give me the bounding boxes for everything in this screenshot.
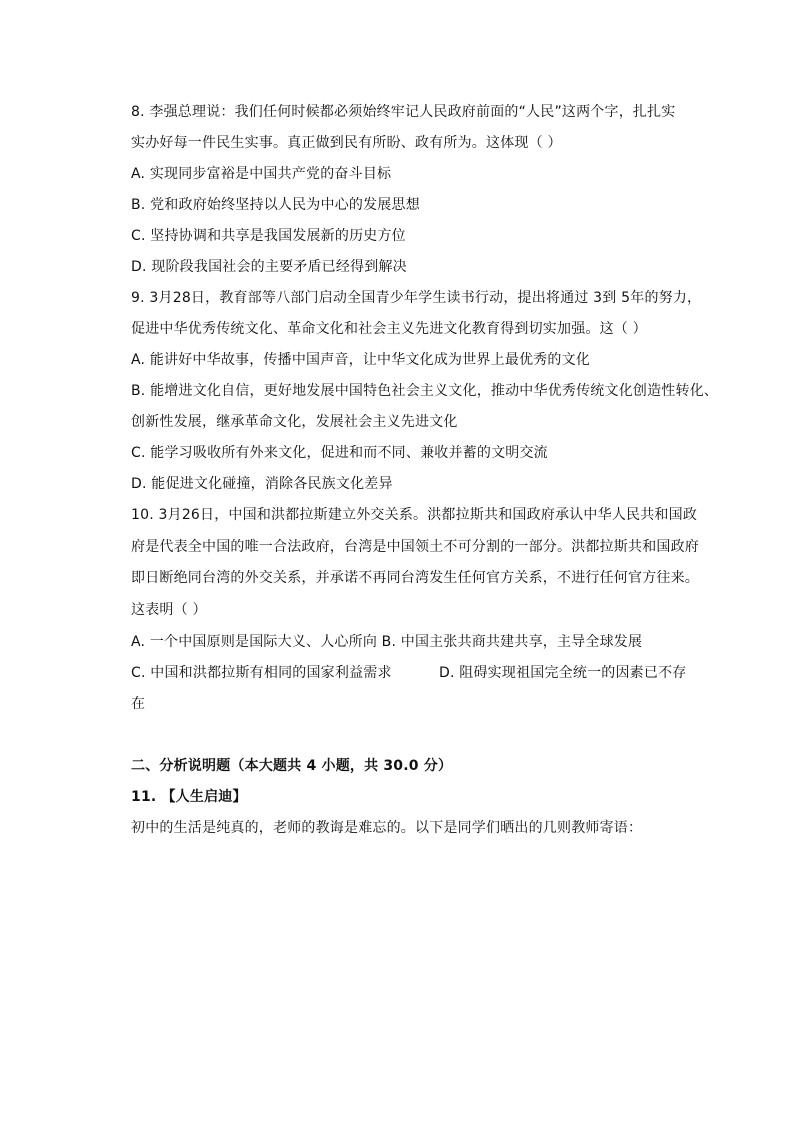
q9-option-b-line-2: 创新性发展，继承革命文化，发展社会主义先进文化 <box>131 414 458 430</box>
q9-option-c: C. 能学习吸收所有外来文化，促进和而不同、兼收并蓄的文明交流 <box>131 445 548 461</box>
q8-option-c: C. 坚持协调和共享是我国发展新的历史方位 <box>131 228 406 244</box>
q9-stem-line-2: 促进中华优秀传统文化、革命文化和社会主义先进文化教育得到切实加强。这（ ） <box>131 321 647 337</box>
q9-option-d: D. 能促进文化碰撞，消除各民族文化差异 <box>131 476 393 492</box>
q10-option-c: C. 中国和洪都拉斯有相同的国家利益需求 <box>131 665 392 681</box>
q10-stem-line-4: 这表明（ ） <box>131 602 207 618</box>
q10-stem-line-3: 即日断绝同台湾的外交关系，并承诺不再同台湾发生任何官方关系，不进行任何官方往来。 <box>131 570 699 586</box>
q11-intro: 初中的生活是纯真的，老师的教诲是难忘的。以下是同学们晒出的几则教师寄语： <box>131 820 643 836</box>
q10-option-d-line-2: 在 <box>131 696 146 712</box>
section-2-heading: 二、分析说明题（本大题共 4 小题，共 30.0 分） <box>131 758 453 774</box>
q8-option-b: B. 党和政府始终坚持以人民为中心的发展思想 <box>131 197 420 213</box>
q10-stem-line-1: 10. 3月26日，中国和洪都拉斯建立外交关系。洪都拉斯共和国政府承认中华人民共和国政 <box>131 507 698 523</box>
q9-option-a: A. 能讲好中华故事，传播中国声音，让中华文化成为世界上最优秀的文化 <box>131 352 591 368</box>
q8-option-d: D. 现阶段我国社会的主要矛盾已经得到解决 <box>131 259 407 275</box>
q10-stem-line-2: 府是代表全中国的唯一合法政府，台湾是中国领土不可分割的一部分。洪都拉斯共和国政府 <box>131 539 699 555</box>
q8-stem-line-1: 8. 李强总理说：我们任何时候都必须始终牢记人民政府前面的“人民”这两个字，扎扎实 <box>131 104 676 120</box>
q10-option-d-line-1: D. 阻碍实现祖国完全统一的因素已不存 <box>439 665 687 681</box>
q8-stem-line-2: 实办好每一件民生实事。真正做到民有所盼、政有所为。这体现（ ） <box>131 135 562 151</box>
q8-option-a: A. 实现同步富裕是中国共产党的奋斗目标 <box>131 166 392 182</box>
q10-options-a-b: A. 一个中国原则是国际大义、人心所向 B. 中国主张共商共建共享，主导全球发展 <box>131 634 643 650</box>
q11-title: 11. 【人生启迪】 <box>131 789 247 805</box>
q9-stem-line-1: 9. 3月28日，教育部等八部门启动全国青少年学生读书行动，提出将通过 3到 5年的努力， <box>131 290 702 306</box>
q9-option-b-line-1: B. 能增进文化自信，更好地发展中国特色社会主义文化，推动中华优秀传统文化创造性转化、 <box>131 383 719 399</box>
